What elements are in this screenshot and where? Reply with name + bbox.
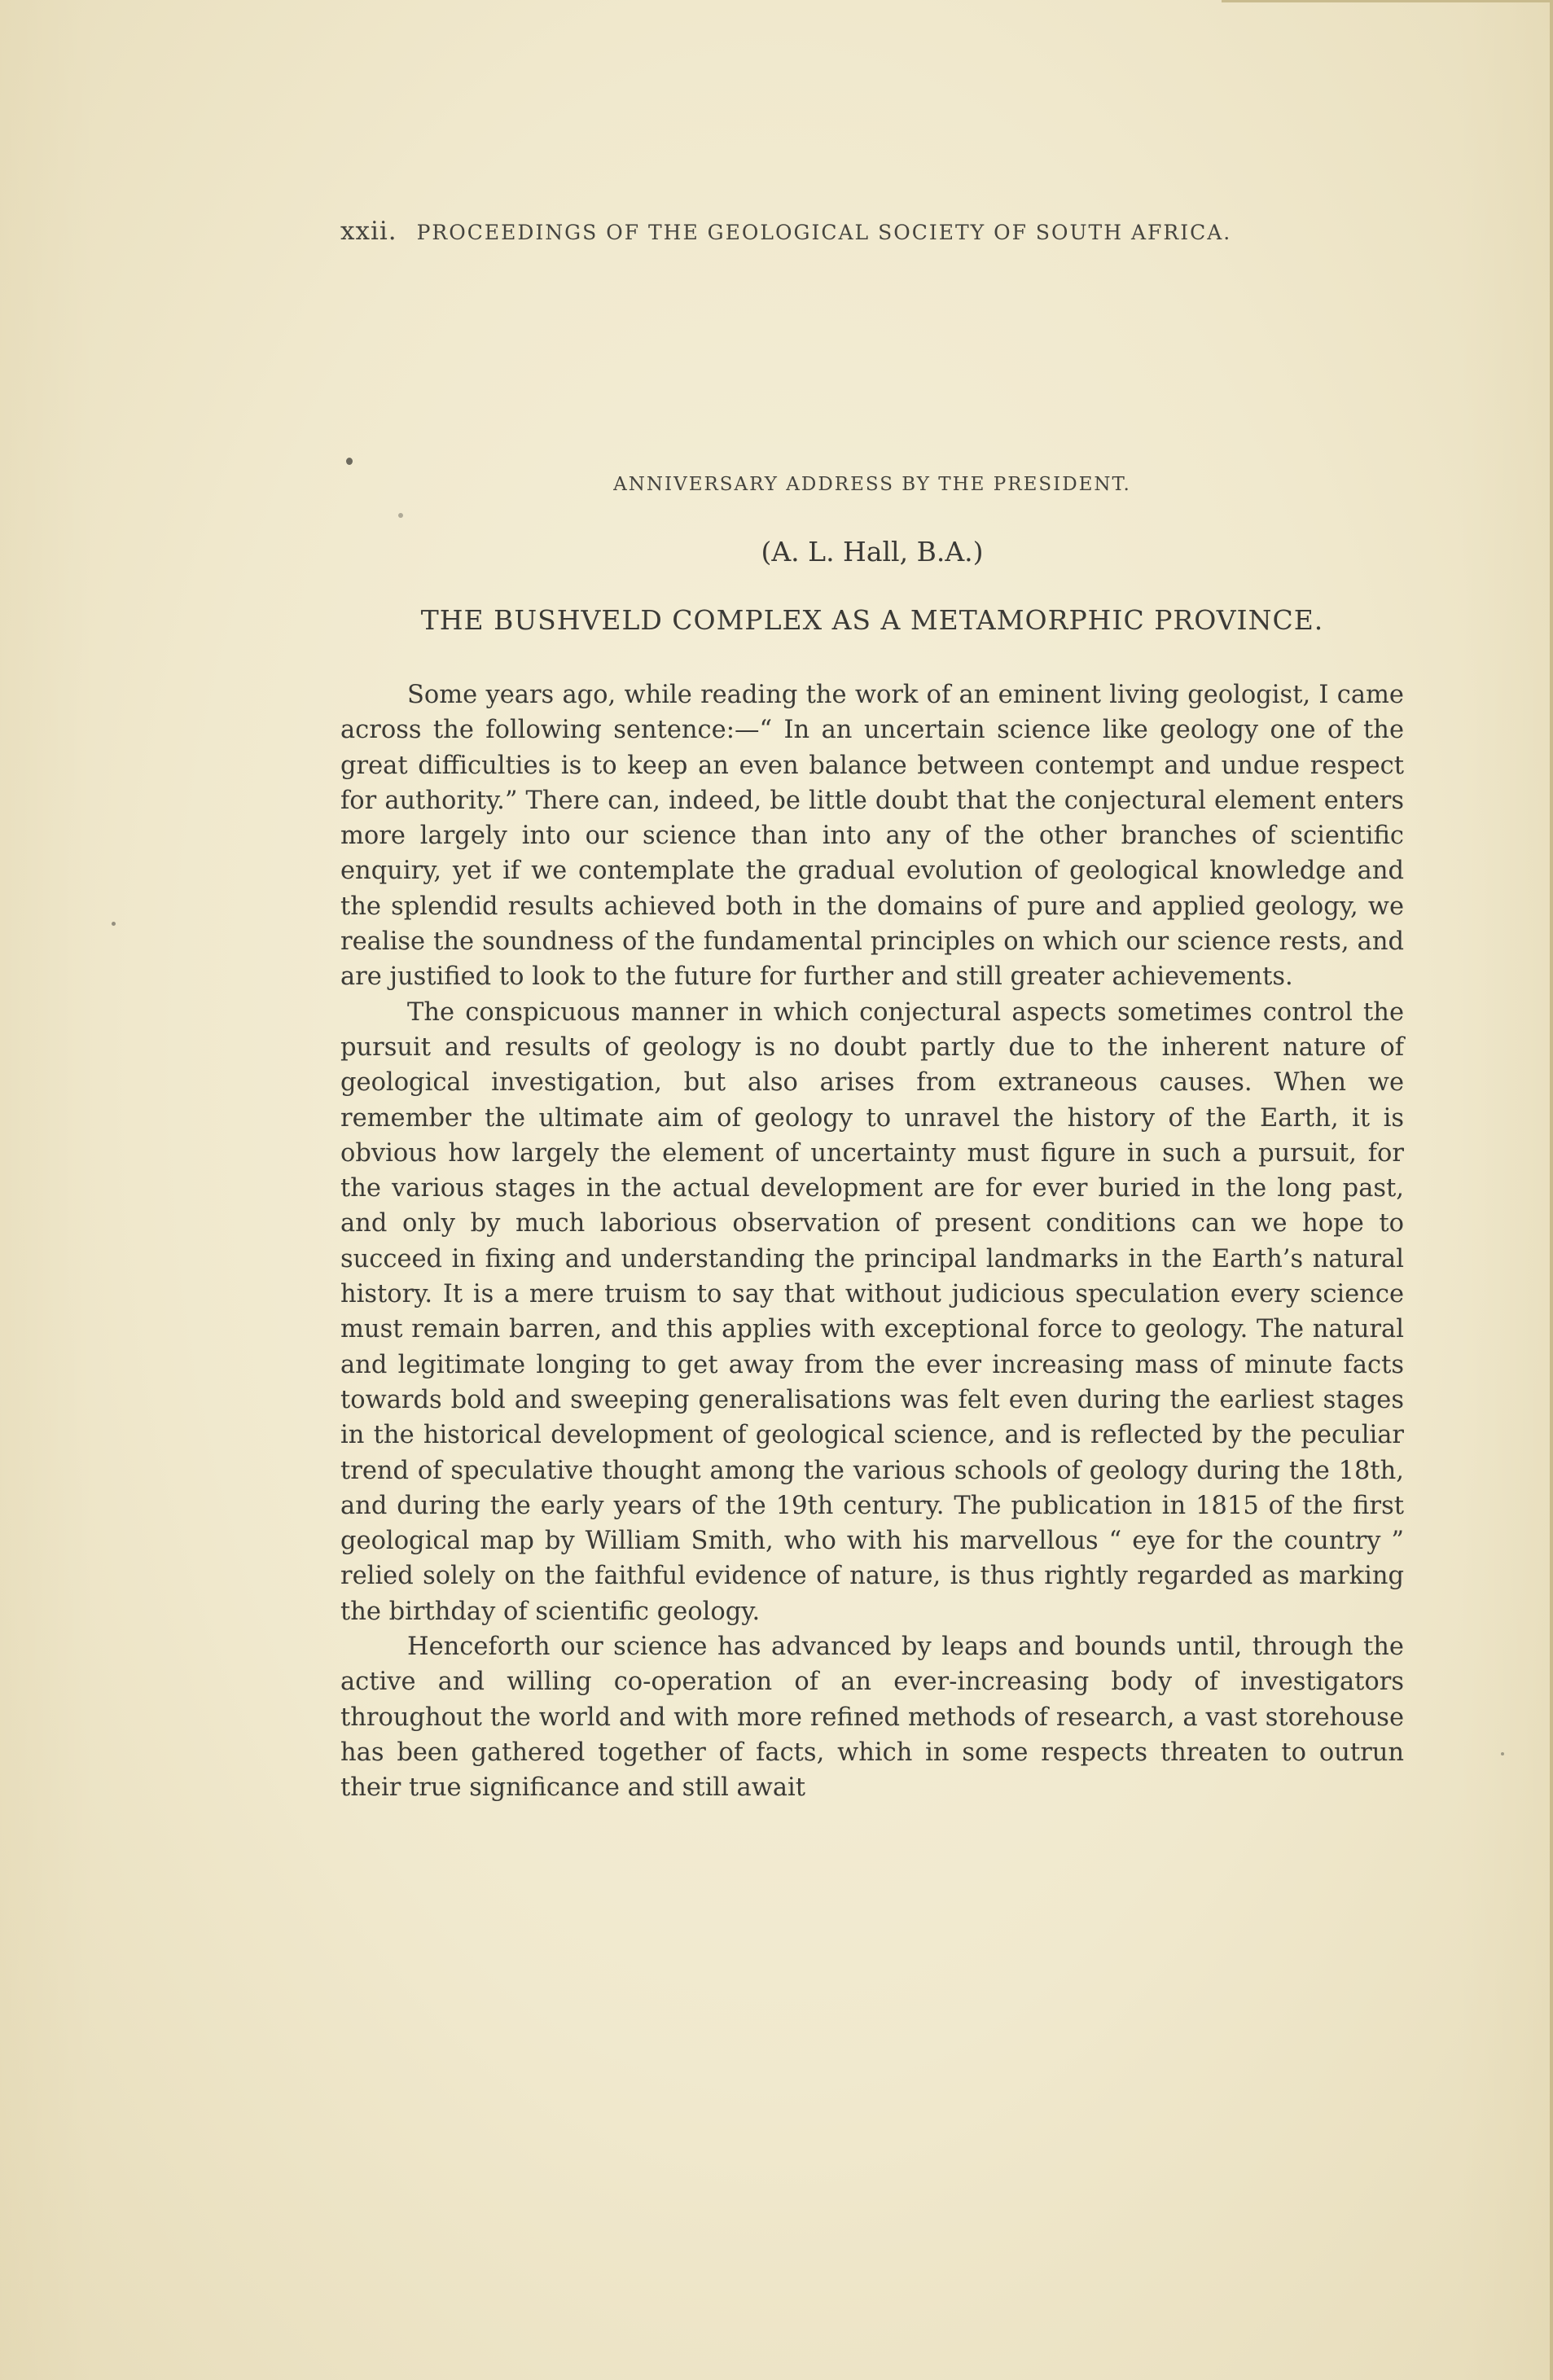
author-line: (A. L. Hall, B.A.) [761, 536, 984, 568]
journal-title: PROCEEDINGS OF THE GEOLOGICAL SOCIETY OF SOUTH AFRICA. [416, 221, 1232, 244]
paragraph: Some years ago, while reading the work of an eminent living geologist, I came across the following sentence:—“ In an uncertain science like geology one of the great difficulties is to keep an even balance between contempt and undue respect for authority.” There can, indeed, be little doubt that the conjectural element enters more largely into our science than into any of the other branches of scientific enquiry, yet if we contemplate the gradual evolution of geological knowledge and the splendid results achieved both in the domains of pure and applied geology, we realise the soundness of the fundamental principles on which our science rests, and are justified to look to the future for further and still greater achievements. [340, 681, 1404, 992]
article-title: THE BUSHVELD COMPLEX AS A METAMORPHIC PROVINCE. [420, 604, 1324, 636]
ink-speck [346, 458, 353, 465]
ink-speck [112, 922, 116, 926]
article-body [340, 677, 1404, 1806]
address-heading: ANNIVERSARY ADDRESS BY THE PRESIDENT. [613, 474, 1131, 495]
paragraph: Henceforth our science has advanced by leaps and bounds until, through the active and willing co-operation of an ever-increasing body of investigators throughout the world and with more refined methods of research, a vast storehouse has been gathered together of facts, which in some respects threaten to outrun their true significance and still await [340, 1633, 1404, 1803]
page-edge-top [1222, 0, 1553, 2]
ink-speck [1501, 1752, 1504, 1755]
page-edge-right [1550, 0, 1553, 2380]
running-head [340, 217, 1310, 246]
paragraph: The conspicuous manner in which conjectural aspects sometimes control the pursuit and results of geology is no doubt partly due to the inherent nature of geological investigation, but also arises from extraneous causes. When we remember the ultimate aim of geology to unravel the history of the Earth, it is obvious how largely the element of uncertainty must figure in such a pursuit, for the various stages in the actual development are for ever buried in the long past, and only by much laborious observation of present conditions can we hope to succeed in fixing and understanding the principal landmarks in the Earth’s natural history. It is a mere truism to say that without judicious speculation every science must remain barren, and this applies with exceptional force to geology. The natural and legitimate longing to get away from the ever increasing mass of minute facts towards bold and sweeping generalisations was felt even during the earliest stages in the historical development of geological science, and is reflected by the peculiar trend of speculative thought among the various schools of geology during the 18th, and during the early years of the 19th century. The publication in 1815 of the first geological map by William Smith, who with his marvellous “ eye for the country ” relied solely on the faithful evidence of nature, is thus rightly regarded as marking the birthday of scientific geology. [340, 997, 1404, 1626]
ink-speck [398, 513, 403, 518]
page-number: xxii. [340, 217, 397, 246]
